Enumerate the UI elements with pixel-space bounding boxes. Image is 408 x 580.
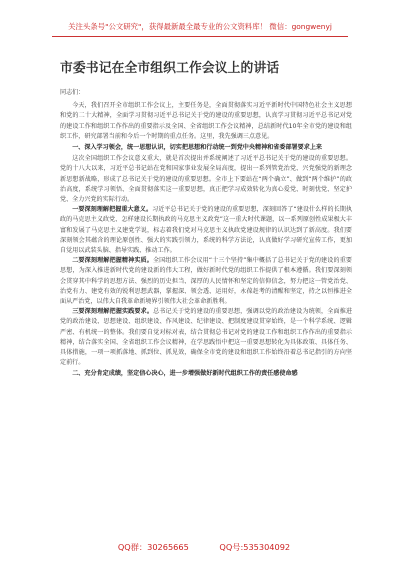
footer-qq-group: QQ群：30265665 (117, 542, 189, 552)
emphasis-2: 二要深刻理解把握精神实质。 (72, 257, 153, 265)
emphasis-1: 一要深刻理解把握重大意义。 (72, 206, 153, 214)
footer-contact (0, 540, 408, 554)
salutation: 同志们： (60, 89, 85, 96)
paragraph-4-text: 全国组织工作会议用“十三个坚持”集中概括了总书记关于党的建设的重要思想，为深入推进新时代党的建设新的伟大工程，做好新时代党的组织工作提供了根本遵循。我们要深刻领会贯穿其中科学的思想方法、强烈的历史担当、深厚的人民情怀和坚定的信仰信念，努力把这一管党治党、治党有力、建党有效的锐利思想武器，掌握深、领会透、运用好，永葆赶考的清醒和坚定，持之以恒推进全面从严治党，以伟大自我革命新境界引领伟大社会革命新胜利。 (60, 257, 352, 306)
section-heading-2: 二、充分肯定成绩，坚定信心决心，进一步增强做好新时代组织工作的责任感使命感 (72, 370, 298, 378)
emphasis-3: 三要深刻理解把握实践要求。 (72, 308, 154, 316)
paragraph-4 (60, 256, 352, 307)
section-heading-1: 一、深入学习领会，统一思想认识，切实把思想和行动统一到党中央精神和省委部署要求上来 (72, 144, 323, 152)
header-banner[interactable]: 关注头条号"公文研究"，获得最新最全最专业的公文资料库！ 微信：gongwenyj (52, 18, 348, 37)
page-title: 市委书记在全市组织工作会议上的讲话 (60, 61, 280, 76)
paragraph-3 (60, 205, 352, 256)
paragraph-3-text: 习近平总书记关于党的建设的重要思想，深刻回答了“建设什么样的长期执政的马克思主义政党、怎样建设长期执政的马克思主义政党”这一重大时代课题，以一系列原创性成果极大丰富和发展了马克思主义建党学说，标志着我们党对马克思主义执政党建设规律的认识达到了新高度。我们要深刻领会其蕴含的理论原创性、强大的实践引领力，系统的科学方法论，认真做好学习研究宣传工作，更加自觉用以武装头脑、指导实践、推动工作。 (60, 206, 352, 255)
footer-qq-number: QQ号:535304092 (219, 542, 291, 552)
paragraph-intro: 今天，我们召开全市组织工作会议上，主要任务是，全面贯彻落实习近平新时代中国特色社会主义思想和党的二十大精神，全面学习贯彻习近平总书记关于党的建设的重要思想，认真学习贯彻习近平总书记对党的建设工作和组织工作作出的重要指示及全国、全省组织工作会议精神，总结新时代10年全市党的建设和组织工作，研究部署当前和今后一个时期的重点任务。这里，我先强调三点意见。 (60, 102, 352, 140)
paragraph-5-text: 总书记关于党的建设的重要思想，强调以党的政治建设为统领，全面推进党的政治建设、思想建设、组织建设、作风建设、纪律建设、把制度建设贯穿始终，是一个科学系统、逻辑严密、有机统一的整体。我们要自觉对标对表，结合贯彻总书记对党的建设工作和组织工作作出的重要指示精神，结合落实全国、全省组织工作会议精神，在学思践悟中把这一重要思想转化为具体政策、具体任务、具体措施，一项一项抓落地、抓到位、抓见效，确保全市党的建设和组织工作始终沿着总书记指引的方向坚定前行。 (60, 308, 353, 367)
paragraph-5 (60, 307, 352, 368)
document-body (60, 88, 352, 381)
paragraph-2: 这次全国组织工作会议意义重大，就是首次提出并系统阐述了习近平总书记关于党的建设的重要思想。党的十八大以来，习近平总书记站在党和国家事业发展全局高度，提出一系列管党治党、兴党强党的新理念新思想新战略，形成了总书记关于党的建设的重要思想。全市上下要站在“两个确立”、做到“两个维护”的政治高度，系统学习领悟、全面贯彻落实这一重要思想，真正把学习成效转化为真心爱党、时刻忧党、坚定护党、全力兴党的实际行动。 (60, 155, 352, 204)
